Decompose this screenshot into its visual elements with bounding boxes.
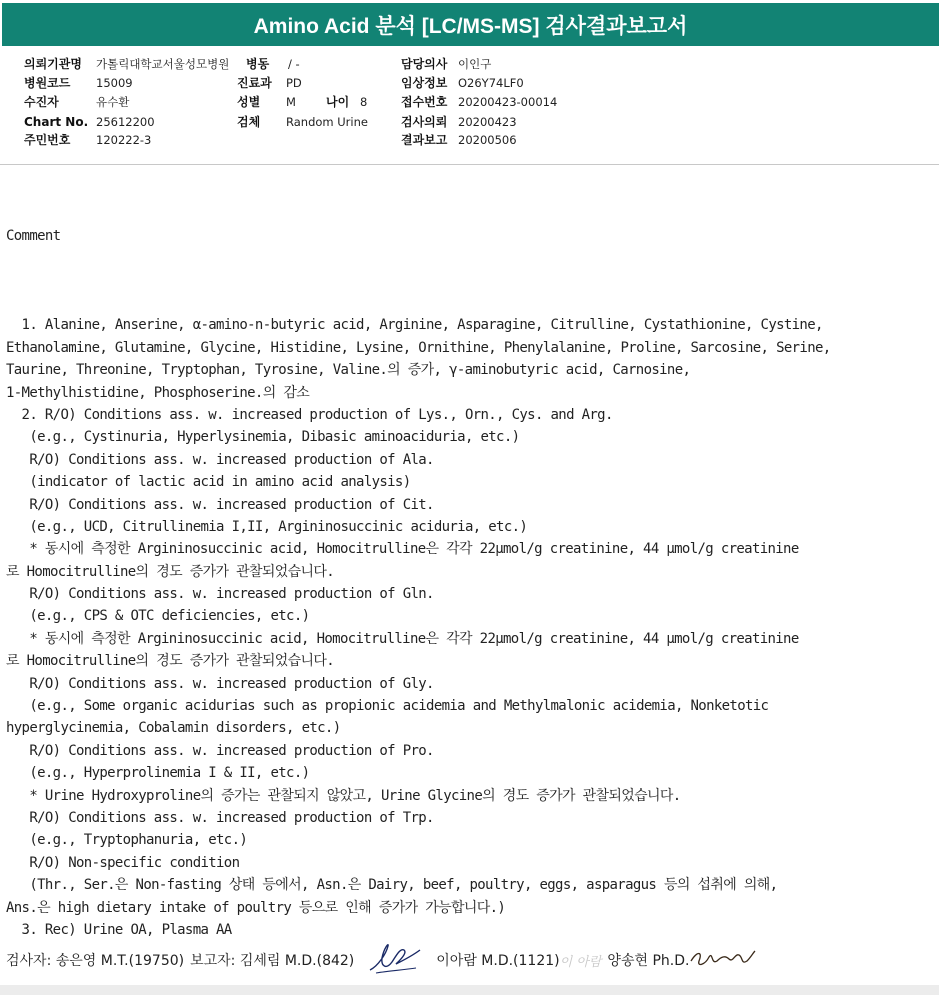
report-label: 결과보고 xyxy=(401,133,448,147)
comment-line: R/O) Conditions ass. w. increased production of Pro. xyxy=(6,742,434,759)
comment-line: R/O) Conditions ass. w. increased production of Ala. xyxy=(6,451,434,468)
sex-label: 성별 xyxy=(237,95,261,109)
comment-line: 3. Rec) Urine OA, Plasma AA xyxy=(6,921,232,938)
comment-line: R/O) Non-specific condition xyxy=(6,854,240,871)
recipient-label: 수진자 xyxy=(24,95,59,109)
ward-label: 병동 xyxy=(246,57,270,71)
comment-line: Ethanolamine, Glutamine, Glycine, Histidine, Lysine, Ornithine, Phenylalanine, Proline, Sarcosine, Serine, xyxy=(6,339,831,356)
comment-line: Ans.은 high dietary intake of poultry 등으로 인해 증가가 가능합니다.) xyxy=(6,899,506,916)
comment-line: (e.g., Hyperprolinemia I & II, etc.) xyxy=(6,765,310,782)
comment-line: 로 Homocitrulline의 경도 증가가 관찰되었습니다. xyxy=(6,563,335,580)
comment-line: 로 Homocitrulline의 경도 증가가 관찰되었습니다. xyxy=(6,653,335,670)
dept-label: 진료과 xyxy=(237,76,272,90)
comment-line: Taurine, Threonine, Tryptophan, Tyrosine, Valine.의 증가, γ-aminobutyric acid, Carnosine, xyxy=(6,362,691,379)
age-value: 8 xyxy=(360,95,368,109)
comment-line: (e.g., UCD, Citrullinemia I,II, Argininosuccinic aciduria, etc.) xyxy=(6,518,528,535)
receipt-value: 20200423-00014 xyxy=(458,95,558,109)
chart-label: Chart No. xyxy=(24,115,89,129)
institution-label: 의뢰기관명 xyxy=(24,57,82,71)
comment-line: hyperglycinemia, Cobalamin disorders, etc.) xyxy=(6,720,341,737)
signer2-signature: 이 아람 xyxy=(559,954,602,970)
comment-line: (indicator of lactic acid in amino acid analysis) xyxy=(6,474,411,491)
rrn-label: 주민번호 xyxy=(24,133,71,147)
request-label: 검사의뢰 xyxy=(401,115,448,129)
report-value: 20200506 xyxy=(458,133,517,147)
signer3-signature-icon xyxy=(689,945,757,975)
reporter-signature-icon xyxy=(366,940,426,980)
comment-line: 1-Methylhistidine, Phosphoserine.의 감소 xyxy=(6,384,310,401)
comment-line: 1. Alanine, Anserine, α-amino-n-butyric acid, Arginine, Asparagine, Citrulline, Cystathionine, Cystine, xyxy=(6,317,823,334)
doctor-value: 이인구 xyxy=(458,57,492,71)
request-value: 20200423 xyxy=(458,115,517,129)
age-label: 나이 xyxy=(326,95,350,109)
bottom-scroll-strip xyxy=(0,985,939,995)
comment-section xyxy=(6,180,936,964)
info-row-2 xyxy=(0,74,939,93)
comment-line: * 동시에 측정한 Argininosuccinic acid, Homocitrulline은 각각 22μmol/g creatinine, 44 μmol/g creatinine xyxy=(6,541,799,558)
comment-line: R/O) Conditions ass. w. increased production of Trp. xyxy=(6,810,434,826)
institution-value: 가톨릭대학교서울성모병원 xyxy=(96,57,230,71)
doctor-label: 담당의사 xyxy=(401,57,448,71)
comment-line: (e.g., Cystinuria, Hyperlysinemia, Dibasic aminoaciduria, etc.) xyxy=(6,429,520,446)
ward-value: / - xyxy=(288,57,300,71)
comment-line xyxy=(6,292,936,314)
signer2: 이아람 M.D.(1121) xyxy=(436,953,560,969)
comment-heading: Comment xyxy=(6,227,61,244)
dept-value: PD xyxy=(286,76,302,90)
examiner: 검사자: 송은영 M.T.(19750) xyxy=(6,953,185,969)
sex-value: M xyxy=(286,95,296,109)
comment-line: (e.g., Tryptophanuria, etc.) xyxy=(6,832,248,849)
info-row-5 xyxy=(0,131,939,150)
receipt-label: 접수번호 xyxy=(401,95,448,109)
signer3: 양송현 Ph.D. xyxy=(607,953,690,969)
report-title: Amino Acid 분석 [LC/MS-MS] 검사결과보고서 xyxy=(2,3,939,46)
info-row-4 xyxy=(0,113,939,132)
specimen-label: 검체 xyxy=(237,115,261,129)
info-row-3 xyxy=(0,93,939,112)
hospital-code-label: 병원코드 xyxy=(24,76,71,90)
comment-line: (Thr., Ser.은 Non-fasting 상태 등에서, Asn.은 Dairy, beef, poultry, eggs, asparagus 등의 섭취에 의해, xyxy=(6,877,778,894)
comment-line: (e.g., Some organic acidurias such as propionic acidemia and Methylmalonic acidemia, Nonketotic xyxy=(6,698,769,715)
comment-line: * 동시에 측정한 Argininosuccinic acid, Homocitrulline은 각각 22μmol/g creatinine, 44 μmol/g creatinine xyxy=(6,630,799,647)
clinical-value: O26Y74LF0 xyxy=(458,76,524,90)
comment-line: (e.g., CPS & OTC deficiencies, etc.) xyxy=(6,608,310,625)
comment-line: R/O) Conditions ass. w. increased production of Gly. xyxy=(6,675,434,692)
comment-line: 2. R/O) Conditions ass. w. increased production of Lys., Orn., Cys. and Arg. xyxy=(6,406,613,423)
signature-footer xyxy=(6,945,936,975)
reporter: 보고자: 김세림 M.D.(842) xyxy=(190,953,355,969)
chart-value: 25612200 xyxy=(96,115,155,129)
comment-line: R/O) Conditions ass. w. increased production of Cit. xyxy=(6,496,434,513)
comment-lines xyxy=(6,292,936,941)
info-row-1 xyxy=(0,55,939,74)
comment-line: R/O) Conditions ass. w. increased production of Gln. xyxy=(6,586,434,603)
comment-line: * Urine Hydroxyproline의 증가는 관찰되지 않았고, Urine Glycine의 경도 증가가 관찰되었습니다. xyxy=(6,787,681,804)
clinical-label: 임상정보 xyxy=(401,76,448,90)
rrn-value: 120222-3 xyxy=(96,133,152,147)
header-divider xyxy=(0,164,939,165)
recipient-value: 유수환 xyxy=(96,95,130,109)
specimen-value: Random Urine xyxy=(286,115,368,129)
hospital-code-value: 15009 xyxy=(96,76,133,90)
